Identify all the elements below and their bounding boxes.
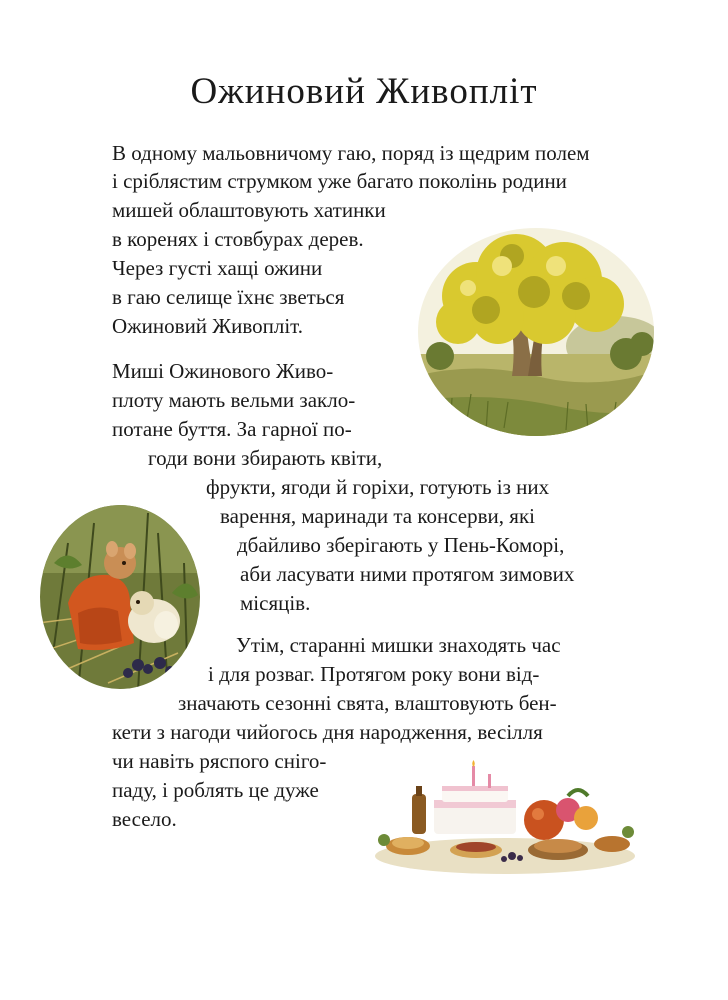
text-line: кети з нагоди чийогось дня народження, весілля <box>112 720 543 744</box>
text-line: Миші Ожинового Живо- <box>112 359 334 383</box>
text-line: Утім, старанні мишки знаходять час <box>236 633 561 657</box>
text-line: і для розваг. Протягом року вони від- <box>208 662 540 686</box>
text-line: весело. <box>112 807 177 831</box>
text-line: фрукти, ягоди й горіхи, готують із них <box>206 475 550 499</box>
feast-illustration <box>372 760 638 878</box>
text-line: місяців. <box>240 591 311 615</box>
tree-illustration <box>416 226 656 438</box>
text-line: дбайливо зберігають у Пень-Коморі, <box>237 533 565 557</box>
text-line: потане буття. За гарної по- <box>112 417 352 441</box>
text-line: значають сезонні свята, влаштовують бен- <box>178 691 557 715</box>
text-line: В одному мальовничому гаю, поряд із щедрим полем <box>112 141 590 165</box>
text-line: варення, маринади та консерви, які <box>220 504 535 528</box>
text-line: мишей облаштовують хатинки <box>112 198 386 222</box>
text-line: Через густі хащі ожини <box>112 256 323 280</box>
text-line: і сріблястим струмком уже багато поколінь родини <box>112 169 567 193</box>
text-line: плоту мають вельми закло- <box>112 388 356 412</box>
text-line: годи вони збирають квіти, <box>148 446 383 470</box>
page-title: Ожиновий Живопліт <box>190 71 538 112</box>
text-line: Ожиновий Живопліт. <box>112 314 304 338</box>
text-line: чи навіть ряспого сніго- <box>112 749 327 773</box>
mice-illustration <box>38 503 202 691</box>
text-line: паду, і роблять це дуже <box>112 778 319 802</box>
text-line: в коренях і стовбурах дерев. <box>112 227 364 251</box>
text-line: аби ласувати ними протягом зимових <box>240 562 575 586</box>
text-line: в гаю селище їхнє зветься <box>112 285 345 309</box>
